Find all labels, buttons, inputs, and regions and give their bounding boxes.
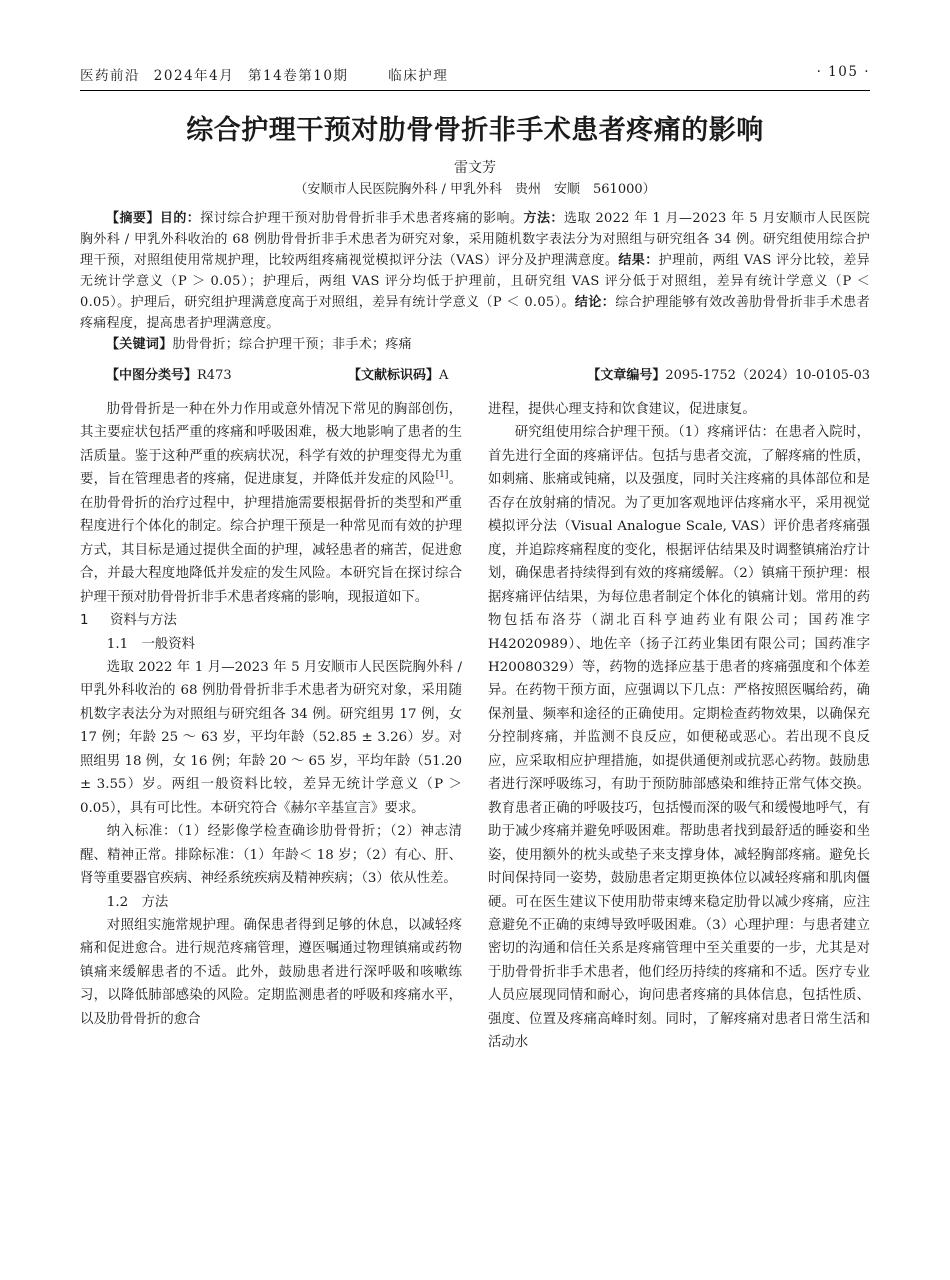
article-number: [587, 364, 870, 383]
control-method-paragraph: 对照组实施常规护理。确保患者得到足够的休息，以减轻疼痛和促进愈合。进行规范疼痛管理，遵医嘱通过物理镇痛或药物镇痛来缓解患者的不适。此外，鼓励患者进行深呼吸和咳嗽练习，以降低肺部感染的风险。定期监测患者的呼吸和疼痛水平，以及肋骨骨折的愈合: [80, 917, 462, 1027]
general-data-paragraph: 选取 2022 年 1 月—2023 年 5 月安顺市人民医院胸外科 / 甲乳外科收治的 68 例肋骨骨折非手术患者为研究对象，采用随机数字表法分为对照组与研究组各 34 例。研究组男 17 例，女 17 例；年龄 25 ～ 63 岁，平均年龄（52.85 ± 3.26）岁。对照组男 18 例，女 16 例；年龄 20 ～ 65 岁，平均年龄（51.20 ± 3.55）岁。两组一般资料比较，差异无统计学意义（P ＞ 0.05），具有可比性。本研究符合《赫尔辛基宣言》要求。: [80, 659, 462, 816]
abstract-label: 【摘要】: [106, 211, 160, 226]
article-author: 雷文芳: [454, 160, 496, 176]
clc-label: 【中图分类号】: [106, 368, 198, 383]
clc-value: R473: [197, 368, 232, 383]
abstract-paragraph: [80, 208, 870, 334]
article-value: 2095-1752（2024）10-0105-03: [665, 368, 870, 383]
section-title: 资料与方法: [110, 613, 177, 629]
subsection-heading-1-2: 1.2 方法: [106, 894, 169, 910]
intro-text: 肋骨骨折是一种在外力作用或意外情况下常见的胸部创伤，其主要症状包括严重的疼痛和呼吸困难，极大地影响了患者的生活质量。鉴于这种严重的疾病状况，科学有效的护理变得尤为重要，旨在管理患者的疼痛，促进康复，并降低并发症的风险: [80, 402, 462, 488]
issue-date: 2024年4月: [153, 68, 235, 84]
methods-label: 方法：: [523, 211, 564, 226]
subsection-heading-1-1: 1.1 一般资料: [106, 636, 196, 652]
abstract-results: 护理前，两组 VAS 评分比较，差异无统计学意义（P ＞ 0.05）；护理后，两组 VAS 评分均低于护理前，且研究组 VAS 评分低于对照组，差异有统计学意义（P ＜ 0.05）。护理后，研究组护理满意度高于对照组，差异有统计学意义（P ＜ 0.05）。: [80, 253, 870, 310]
author-affiliation: （安顺市人民医院胸外科 / 甲乳外科 贵州 安顺 561000）: [294, 182, 656, 197]
clc-number: [106, 364, 232, 383]
abstract-conclusion: 综合护理能够有效改善肋骨骨折非手术患者疼痛程度，提高患者护理满意度。: [80, 295, 871, 331]
doc-value: A: [439, 368, 449, 383]
volume-issue: 第14卷第10期: [248, 68, 349, 84]
document-code: [348, 364, 448, 383]
keywords-line: [80, 334, 870, 355]
article-title: 综合护理干预对肋骨骨折非手术患者疼痛的影响: [186, 115, 764, 146]
abstract-objective: 探讨综合护理干预对肋骨骨折非手术患者疼痛的影响。: [200, 211, 524, 226]
control-method-continued: 进程，提供心理支持和饮食建议，促进康复。: [488, 402, 756, 417]
objective-label: 目的：: [159, 211, 201, 226]
intro-text-cont: 。在肋骨骨折的治疗过程中，护理措施需要根据骨折的类型和严重程度进行个体化的制定。综合护理干预是一种常见而有效的护理方式，其目标是通过提供全面的护理，减轻患者的痛苦，促进愈合，并最大程度地降低并发症的发生风险。本研究旨在探讨综合护理干预对肋骨骨折非手术患者疼痛的影响，现报道如下。: [80, 472, 463, 605]
intro-paragraph: [80, 398, 462, 609]
page-number: · 105 ·: [816, 64, 870, 80]
section-heading-1: [80, 609, 462, 632]
study-method-paragraph: 研究组使用综合护理干预。（1）疼痛评估：在患者入院时，首先进行全面的疼痛评估。包括与患者交流，了解疼痛的性质，如刺痛、胀痛或钝痛，以及强度，同时关注疼痛的具体部位和是否存在放射痛的情况。为了更加客观地评估疼痛水平，采用视觉模拟评分法（Visual Analogue Scale, VAS）评价患者疼痛强度，并追踪疼痛程度的变化，根据评估结果及时调整镇痛治疗计划，确保患者持续得到有效的疼痛缓解。（2）镇痛干预护理：根据疼痛评估结果，为每位患者制定个体化的镇痛计划。常用的药物包括布洛芬（湖北百科亨迪药业有限公司；国药准字 H42020989）、地佐辛（扬子江药业集团有限公司；国药准字 H20080329）等，药物的选择应基于患者的疼痛强度和个体差异。在药物干预方面，应强调以下几点：严格按照医嘱给药，确保剂量、频率和途径的正确使用。定期检查药物效果，以确保充分控制疼痛，并监测不良反应，如便秘或恶心。若出现不良反应，应采取相应护理措施，如提供通便剂或抗恶心药物。鼓励患者进行深呼吸练习，有助于预防肺部感染和维持正常气体交换。教育患者正确的呼吸技巧，包括慢而深的吸气和缓慢地呼气，有助于减少疼痛并避免呼吸困难。帮助患者找到最舒适的睡姿和坐姿，使用额外的枕头或垫子来支撑身体，减轻胸部疼痛。避免长时间保持同一姿势，鼓励患者定期更换体位以减轻疼痛和肌肉僵硬。可在医生建议下使用肋带束缚来稳定肋骨以减少疼痛，应注意避免不正确的束缚导致呼吸困难。（3）心理护理：与患者建立密切的沟通和信任关系是疼痛管理中至关重要的一步，尤其是对于肋骨骨折非手术患者，他们经历持续的疼痛和不适。医疗专业人员应展现同情和耐心，询问患者疼痛的具体信息，包括性质、强度、位置及疼痛高峰时刻。同时，了解疼痛对患者日常生活和活动水: [488, 425, 870, 1051]
running-header: [80, 62, 870, 91]
citation-ref: [1]: [435, 470, 449, 481]
classification-line: [80, 364, 870, 386]
section-number: 1: [80, 613, 89, 629]
header-left: [80, 64, 456, 84]
abstract: [80, 208, 870, 355]
criteria-paragraph: 纳入标准：（1）经影像学检查确诊肋骨骨折；（2）神志清醒、精神正常。排除标准：（1）年龄＜ 18 岁；（2）有心、肝、肾等重要器官疾病、神经系统疾病及精神疾病；（3）依从性差。: [80, 824, 462, 887]
conclusion-label: 结论：: [574, 295, 616, 310]
abstract-methods: 选取 2022 年 1 月—2023 年 5 月安顺市人民医院胸外科 / 甲乳外科收治的 68 例肋骨骨折非手术患者为研究对象，采用随机数字表法分为对照组与研究组各 34 例。研究组使用综合护理干预，对照组使用常规护理，比较两组疼痛视觉模拟评分法（VAS）评分及护理满意度。: [80, 211, 871, 268]
article-label: 【文章编号】: [587, 368, 666, 383]
doc-label: 【文献标识码】: [348, 368, 440, 383]
section-name: 临床护理: [388, 68, 449, 84]
keywords-label: 【关键词】: [106, 337, 173, 352]
results-label: 结果：: [618, 253, 659, 268]
body-column-right: [488, 398, 870, 1055]
journal-name: 医药前沿: [80, 68, 140, 84]
keywords: 肋骨骨折；综合护理干预；非手术；疼痛: [172, 337, 412, 352]
body-column-left: [80, 398, 462, 1031]
